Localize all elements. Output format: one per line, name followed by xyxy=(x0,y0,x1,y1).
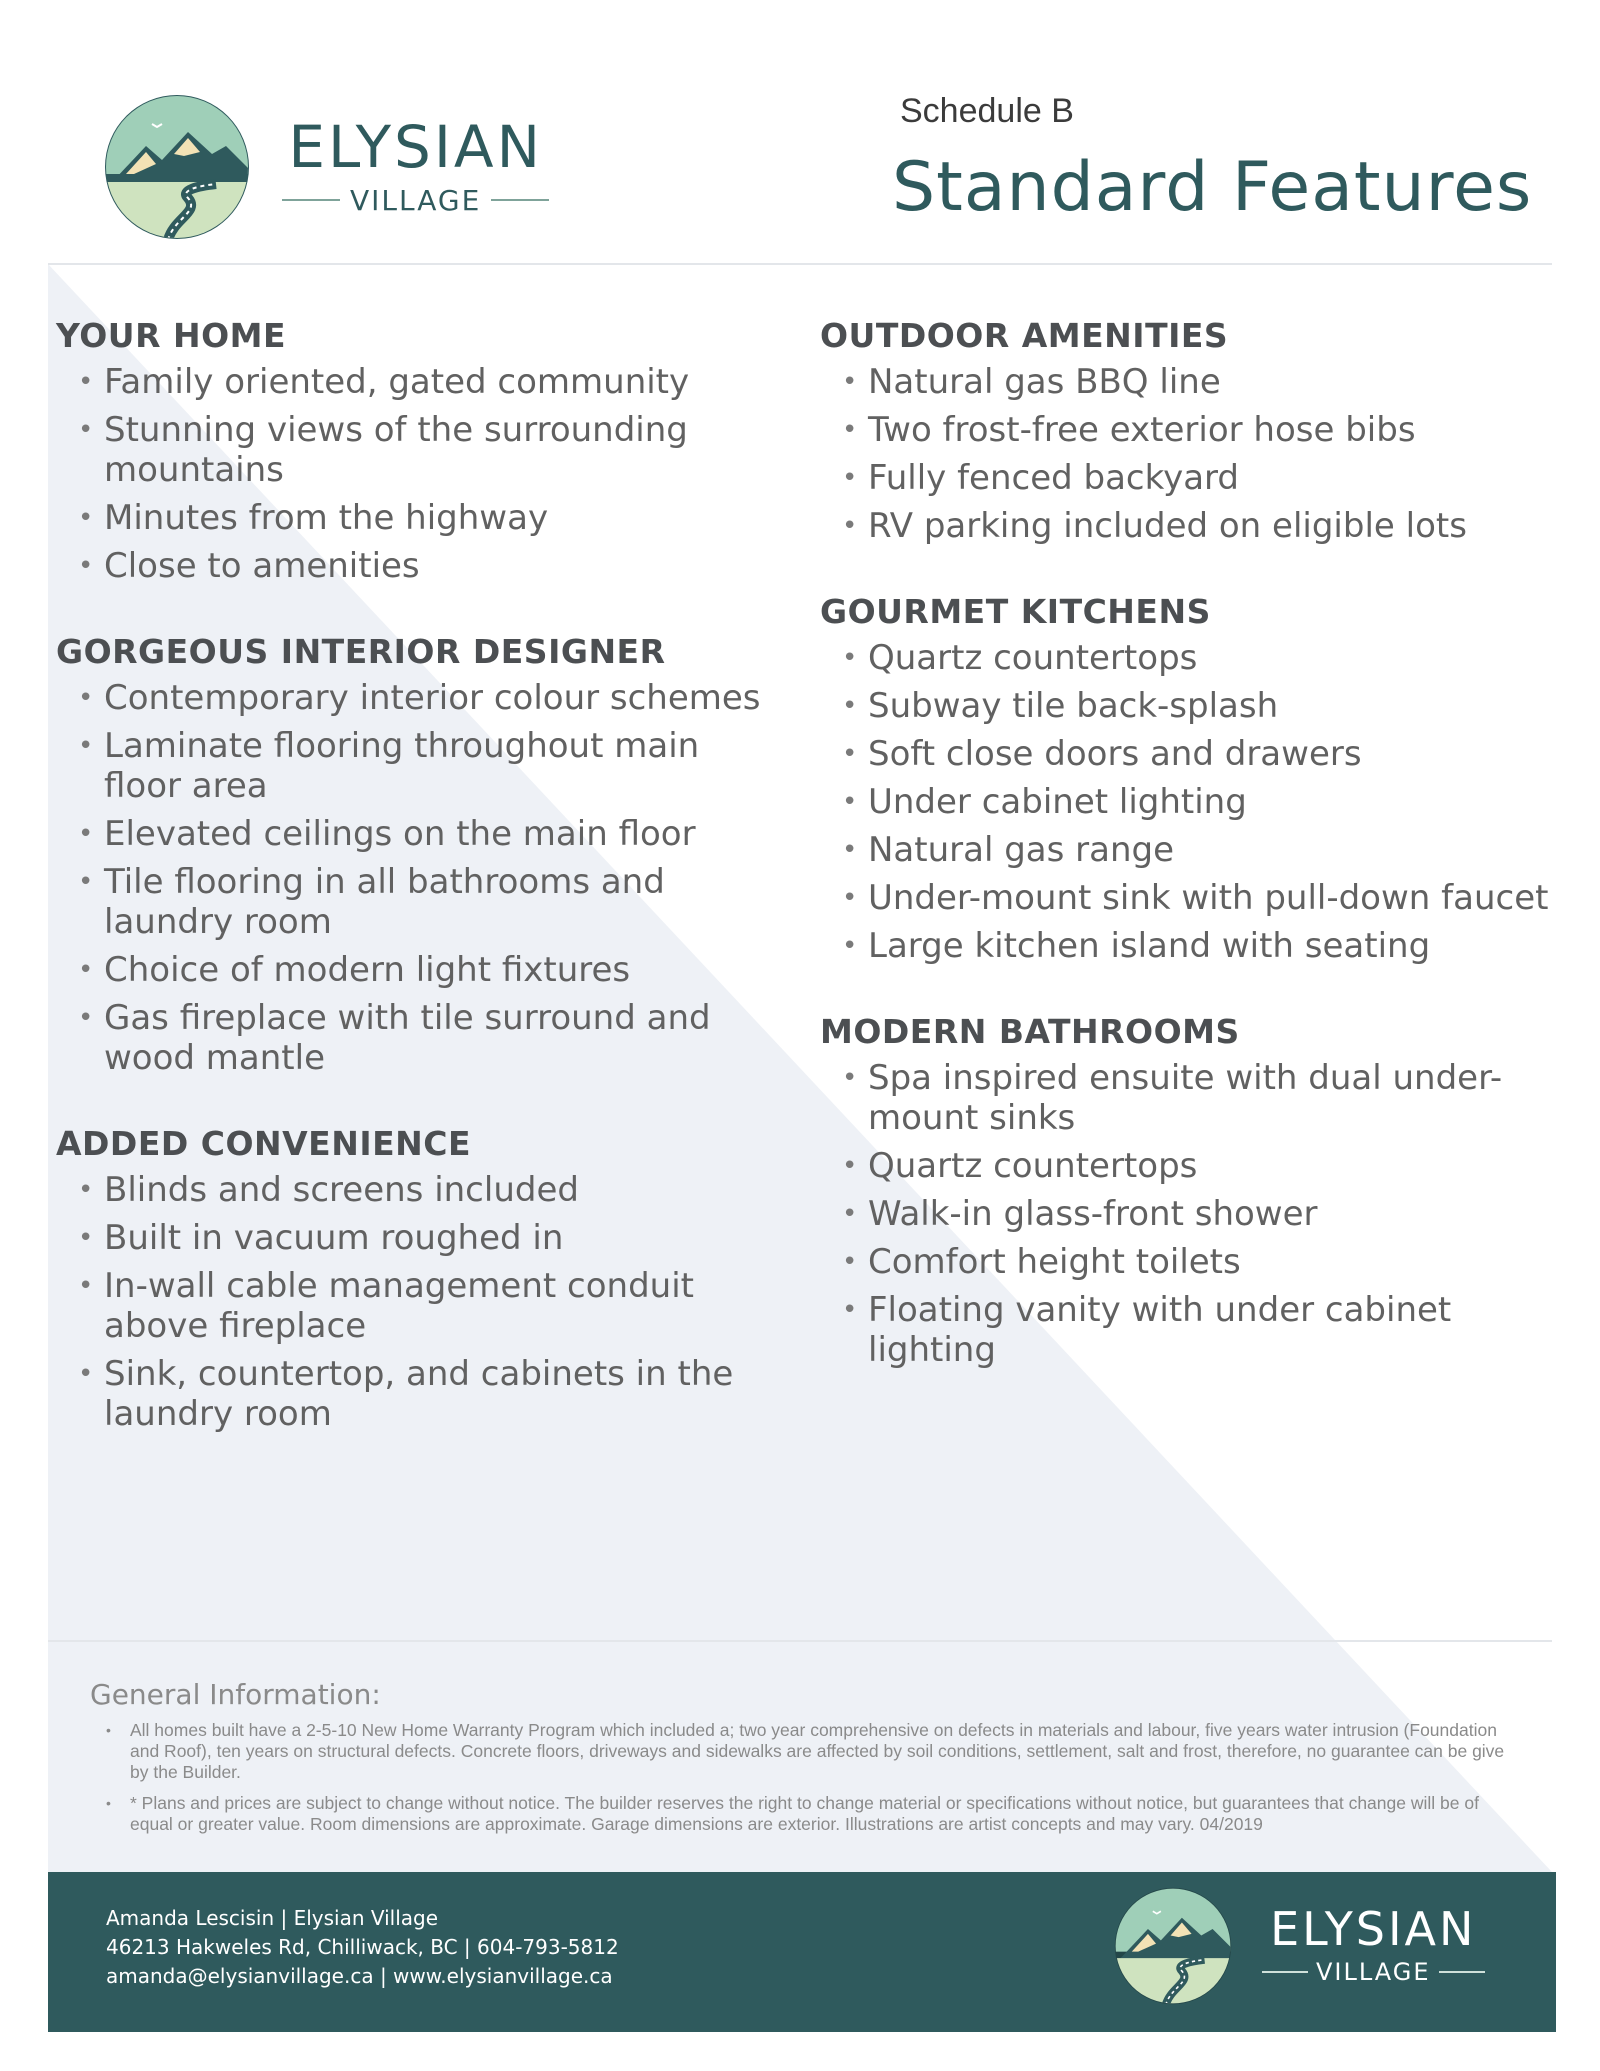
list-item xyxy=(820,506,1550,546)
section-bathrooms xyxy=(820,1012,1550,1370)
section-heading: GORGEOUS INTERIOR DESIGNER xyxy=(56,632,666,671)
contact-block xyxy=(106,1904,619,1991)
list-item xyxy=(56,546,776,586)
bullet-icon: • xyxy=(106,1795,111,1811)
list-item-text: Natural gas BBQ line xyxy=(868,362,1221,402)
list-item xyxy=(820,686,1550,726)
bullet-icon: • xyxy=(842,415,858,445)
list-item-text: Blinds and screens included xyxy=(104,1170,579,1210)
list-item xyxy=(820,410,1550,450)
list-item-text: Contemporary interior colour schemes xyxy=(104,678,761,718)
bullet-icon: • xyxy=(78,867,94,897)
contact-line-web: amanda@elysianvillage.ca | www.elysianvillage.ca xyxy=(106,1964,613,1988)
list-item xyxy=(56,998,776,1078)
page-title: Standard Features xyxy=(892,148,1533,227)
list-item xyxy=(56,1218,776,1258)
list-item-text: Fully fenced backyard xyxy=(868,458,1240,498)
list-item-text: In-wall cable management conduit above fireplace xyxy=(104,1266,694,1346)
list-item-text: Natural gas range xyxy=(868,830,1175,870)
bullet-icon: • xyxy=(78,415,94,445)
section-your-home xyxy=(56,316,776,586)
bullet-icon: • xyxy=(78,731,94,761)
section-convenience xyxy=(56,1124,776,1434)
bullet-icon: • xyxy=(78,819,94,849)
list-item-text: Tile flooring in all bathrooms and laundry room xyxy=(104,862,665,942)
list-item-text: Soft close doors and drawers xyxy=(868,734,1362,774)
feature-list xyxy=(820,638,1550,966)
bullet-icon: • xyxy=(842,787,858,817)
bullet-icon: • xyxy=(78,1223,94,1253)
list-item xyxy=(820,1194,1550,1234)
bullet-icon: • xyxy=(842,1199,858,1229)
list-item xyxy=(56,1354,776,1434)
list-item xyxy=(820,1242,1550,1282)
bullet-icon: • xyxy=(842,1247,858,1277)
list-item-text: RV parking included on eligible lots xyxy=(868,506,1467,546)
section-kitchens xyxy=(820,592,1550,966)
list-item-text: Sink, countertop, and cabinets in the laundry room xyxy=(104,1354,734,1434)
list-item-text: Large kitchen island with seating xyxy=(868,926,1431,966)
bullet-icon: • xyxy=(78,1003,94,1033)
bullet-icon: • xyxy=(842,1295,858,1325)
list-item xyxy=(820,362,1550,402)
bullet-icon: • xyxy=(78,683,94,713)
bullet-icon: • xyxy=(842,739,858,769)
section-heading: ADDED CONVENIENCE xyxy=(56,1124,472,1163)
right-column xyxy=(820,316,1550,1416)
list-item xyxy=(820,1290,1550,1370)
list-item xyxy=(56,362,776,402)
general-info-title: General Information: xyxy=(90,1678,381,1711)
logo-rule-left xyxy=(1262,1971,1308,1973)
list-item-text: Spa inspired ensuite with dual under-mount sinks xyxy=(868,1058,1503,1138)
bullet-icon: • xyxy=(78,1271,94,1301)
logo-rule-right xyxy=(491,199,549,201)
list-item-text: Built in vacuum roughed in xyxy=(104,1218,564,1258)
bullet-icon: • xyxy=(78,503,94,533)
bullet-icon: • xyxy=(842,1063,858,1093)
bullet-icon: • xyxy=(106,1722,111,1738)
list-item-text: Comfort height toilets xyxy=(868,1242,1241,1282)
list-item xyxy=(820,638,1550,678)
logo-subname: VILLAGE xyxy=(350,183,482,217)
list-item-text: Close to amenities xyxy=(104,546,420,586)
feature-list xyxy=(56,362,776,586)
list-item xyxy=(56,726,776,806)
list-item-text: Choice of modern light fixtures xyxy=(104,950,631,990)
list-item xyxy=(56,1266,776,1346)
feature-list xyxy=(820,362,1550,546)
logo xyxy=(104,94,559,240)
contact-line-address: 46213 Hakweles Rd, Chilliwack, BC | 604-793-5812 xyxy=(106,1935,619,1959)
section-interior xyxy=(56,632,776,1078)
feature-list xyxy=(820,1058,1550,1370)
list-item xyxy=(56,950,776,990)
list-item xyxy=(820,458,1550,498)
list-item-text: * Plans and prices are subject to change without notice. The builder reserves the right to change material or specifications without notice, but guarantees that change will be of equal or greater value. Room dimensions are approximate. Garage dimensions are exterior. Illustrations are artist concepts and may vary. 04/2019 xyxy=(130,1793,1479,1834)
list-item xyxy=(56,814,776,854)
list-item-text: Quartz countertops xyxy=(868,1146,1198,1186)
bullet-icon: • xyxy=(842,511,858,541)
bullet-icon: • xyxy=(842,1151,858,1181)
list-item xyxy=(820,830,1550,870)
logo-rule-right xyxy=(1439,1971,1485,1973)
list-item-text: Quartz countertops xyxy=(868,638,1198,678)
list-item-text: Elevated ceilings on the main floor xyxy=(104,814,696,854)
bullet-icon: • xyxy=(78,1175,94,1205)
list-item xyxy=(820,926,1550,966)
list-item-text: Walk-in glass-front shower xyxy=(868,1194,1318,1234)
list-item-text: All homes built have a 2-5-10 New Home Warranty Program which included a; two year comprehensive on defects in materials and labour, five years water intrusion (Foundation and Roof), ten years on structural defects. Concrete floors, driveways and sidewalks are affected by soil conditions, settlement, salt and frost, therefore, no guarantee can be give by the Builder. xyxy=(130,1720,1505,1782)
feature-list xyxy=(56,678,776,1078)
left-column xyxy=(56,316,776,1480)
list-item-text: Stunning views of the surrounding mountains xyxy=(104,410,688,490)
list-item-text: Floating vanity with under cabinet lighting xyxy=(868,1290,1452,1370)
mountain-road-logo-icon xyxy=(104,94,250,240)
section-heading: MODERN BATHROOMS xyxy=(820,1012,1240,1051)
list-item xyxy=(820,1146,1550,1186)
list-item xyxy=(820,878,1550,918)
bullet-icon: • xyxy=(842,367,858,397)
logo-rule-left xyxy=(282,199,340,201)
section-heading: GOURMET KITCHENS xyxy=(820,592,1211,631)
list-item xyxy=(56,1170,776,1210)
logo-name: ELYSIAN xyxy=(288,112,543,181)
bullet-icon: • xyxy=(78,551,94,581)
bullet-icon: • xyxy=(78,367,94,397)
list-item-text: Laminate flooring throughout main floor area xyxy=(104,726,700,806)
list-item xyxy=(56,678,776,718)
logo-subname: VILLAGE xyxy=(1316,1958,1431,1986)
bullet-icon: • xyxy=(78,955,94,985)
bullet-icon: • xyxy=(842,463,858,493)
list-item-text: Two frost-free exterior hose bibs xyxy=(868,410,1416,450)
bullet-icon: • xyxy=(842,691,858,721)
list-item xyxy=(100,1793,1520,1835)
list-item-text: Subway tile back-splash xyxy=(868,686,1279,726)
section-outdoor xyxy=(820,316,1550,546)
general-info-list xyxy=(100,1720,1520,1845)
logo-name: ELYSIAN xyxy=(1270,1902,1477,1956)
feature-list xyxy=(56,1170,776,1434)
list-item-text: Gas fireplace with tile surround and wood mantle xyxy=(104,998,711,1078)
list-item-text: Under cabinet lighting xyxy=(868,782,1247,822)
list-item-text: Family oriented, gated community xyxy=(104,362,690,402)
list-item xyxy=(56,498,776,538)
list-item xyxy=(56,410,776,490)
footer-logo xyxy=(1114,1887,1493,2005)
mountain-road-logo-icon xyxy=(1114,1887,1232,2005)
bullet-icon: • xyxy=(842,931,858,961)
bullet-icon: • xyxy=(842,643,858,673)
list-item xyxy=(820,734,1550,774)
list-item xyxy=(820,1058,1550,1138)
section-heading: YOUR HOME xyxy=(56,316,287,355)
section-heading: OUTDOOR AMENITIES xyxy=(820,316,1229,355)
bullet-icon: • xyxy=(842,835,858,865)
list-item xyxy=(820,782,1550,822)
contact-line-name: Amanda Lescisin | Elysian Village xyxy=(106,1906,439,1930)
list-item xyxy=(100,1720,1520,1783)
bullet-icon: • xyxy=(842,883,858,913)
header-divider xyxy=(48,263,1552,265)
list-item xyxy=(56,862,776,942)
list-item-text: Under-mount sink with pull-down faucet xyxy=(868,878,1549,918)
general-info-divider xyxy=(48,1640,1552,1642)
schedule-label: Schedule B xyxy=(900,92,1074,130)
list-item-text: Minutes from the highway xyxy=(104,498,549,538)
bullet-icon: • xyxy=(78,1359,94,1389)
